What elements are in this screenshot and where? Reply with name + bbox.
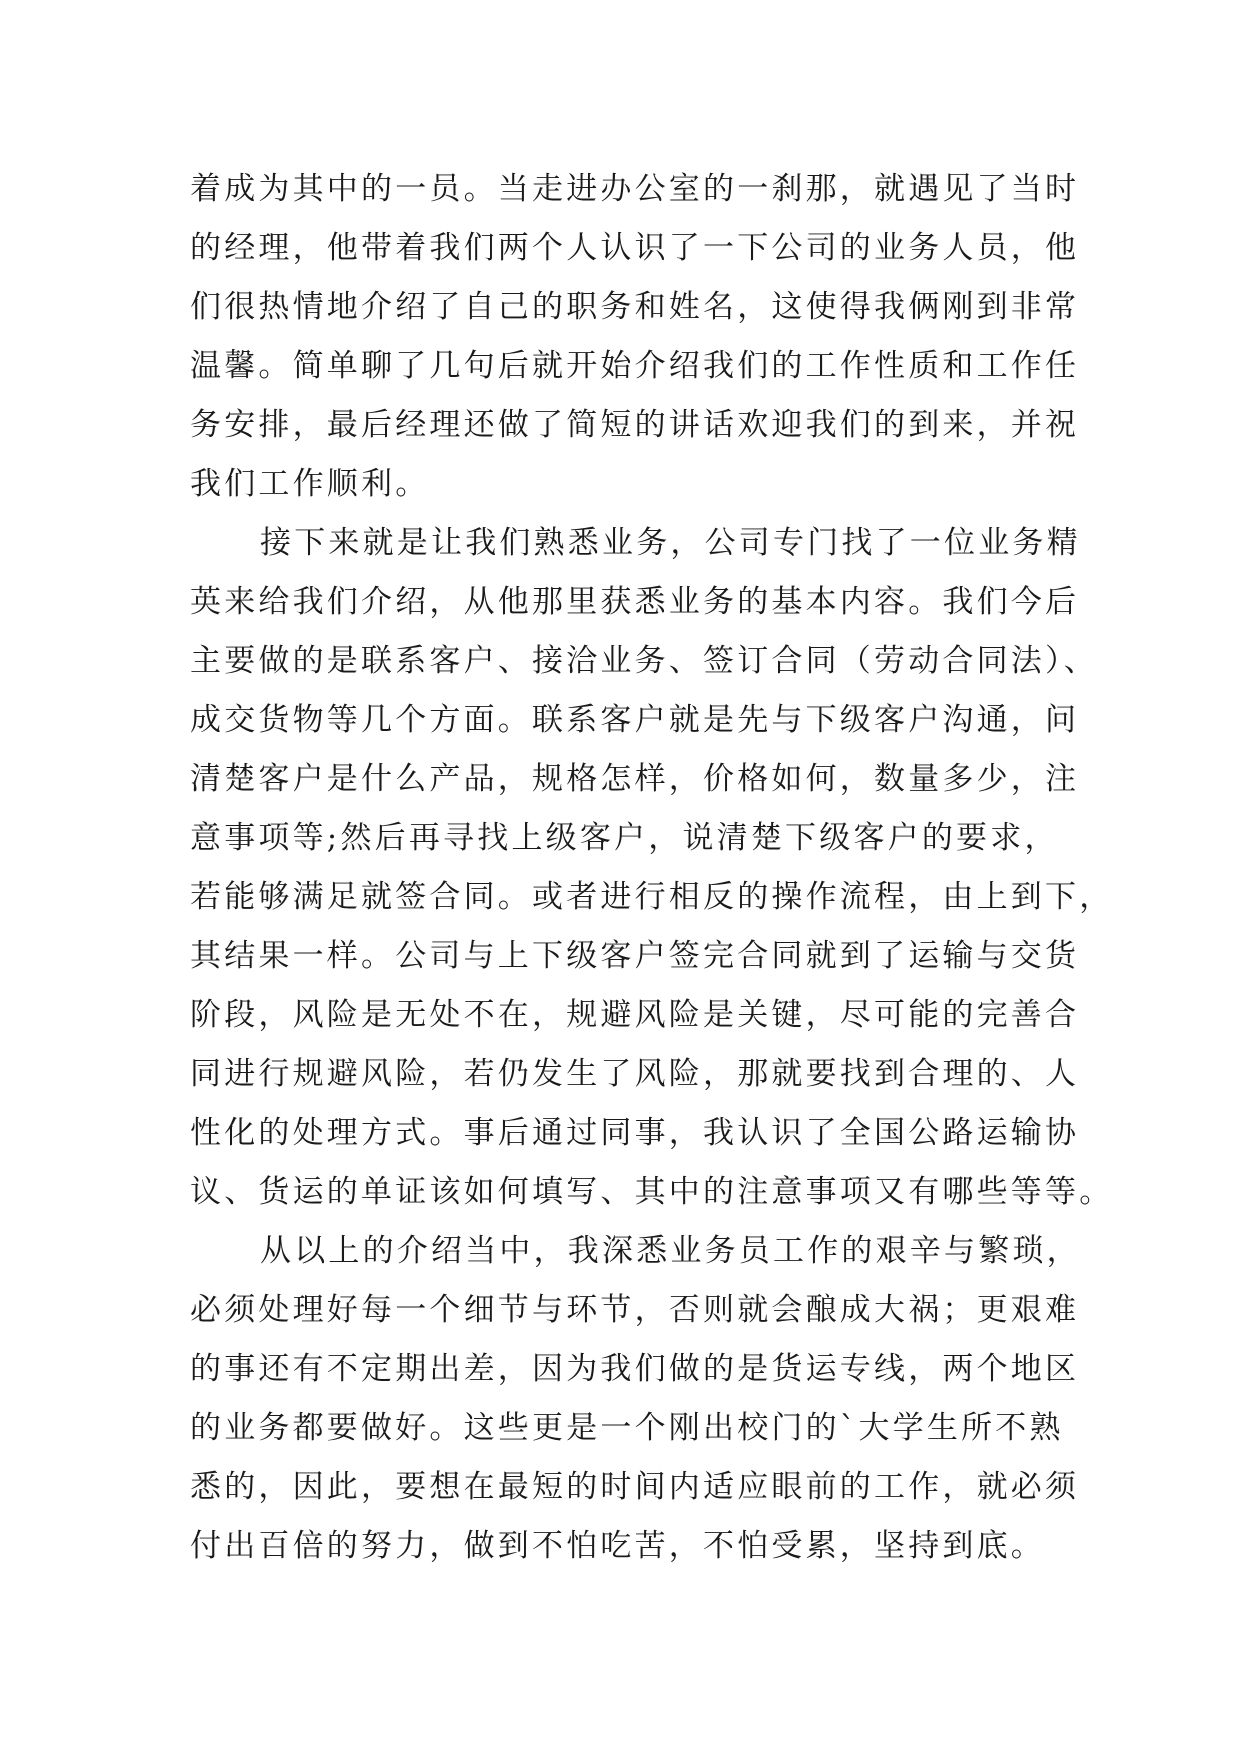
- text-line: 主要做的是联系客户、接洽业务、签订合同（劳动合同法）、: [190, 643, 1098, 679]
- body-text: [190, 160, 1114, 1576]
- text-line: 我们工作顺利。: [190, 466, 430, 502]
- paragraph-1: [190, 160, 1080, 514]
- text-line: 的事还有不定期出差，因为我们做的是货运专线，两个地区: [190, 1351, 1080, 1387]
- text-line: 的经理，他带着我们两个人认识了一下公司的业务人员，他: [190, 230, 1080, 266]
- text-line: 成交货物等几个方面。联系客户就是先与下级客户沟通，问: [190, 702, 1080, 738]
- text-line: 意事项等;然后再寻找上级客户，说清楚下级客户的要求，: [190, 820, 1059, 856]
- text-line: 接下来就是让我们熟悉业务，公司专门找了一位业务精: [260, 525, 1081, 561]
- paragraph-2: [190, 514, 1114, 1222]
- text-line: 的业务都要做好。这些更是一个刚出校门的`大学生所不熟: [190, 1410, 1064, 1446]
- text-line: 从以上的介绍当中，我深悉业务员工作的艰辛与繁琐，: [260, 1233, 1081, 1269]
- text-line: 若能够满足就签合同。或者进行相反的操作流程，由上到下，: [190, 879, 1114, 915]
- text-line: 其结果一样。公司与上下级客户签完合同就到了运输与交货: [190, 938, 1080, 974]
- text-line: 英来给我们介绍，从他那里获悉业务的基本内容。我们今后: [190, 584, 1080, 620]
- paragraph-3: [190, 1222, 1081, 1576]
- text-line: 务安排，最后经理还做了简短的讲话欢迎我们的到来，并祝: [190, 407, 1080, 443]
- text-line: 议、货运的单证该如何填写、其中的注意事项又有哪些等等。: [190, 1174, 1114, 1210]
- text-line: 性化的处理方式。事后通过同事，我认识了全国公路运输协: [190, 1115, 1080, 1151]
- text-line: 阶段，风险是无处不在，规避风险是关键，尽可能的完善合: [190, 997, 1080, 1033]
- text-line: 着成为其中的一员。当走进办公室的一刹那，就遇见了当时: [190, 171, 1080, 207]
- text-line: 悉的，因此，要想在最短的时间内适应眼前的工作，就必须: [190, 1469, 1080, 1505]
- text-line: 温馨。简单聊了几句后就开始介绍我们的工作性质和工作任: [190, 348, 1080, 384]
- text-line: 付出百倍的努力，做到不怕吃苦，不怕受累，坚持到底。: [190, 1528, 1045, 1564]
- text-line: 必须处理好每一个细节与环节，否则就会酿成大祸；更艰难: [190, 1292, 1080, 1328]
- text-line: 同进行规避风险，若仍发生了风险，那就要找到合理的、人: [190, 1056, 1080, 1092]
- text-line: 清楚客户是什么产品，规格怎样，价格如何，数量多少，注: [190, 761, 1080, 797]
- text-line: 们很热情地介绍了自己的职务和姓名，这使得我俩刚到非常: [190, 289, 1080, 325]
